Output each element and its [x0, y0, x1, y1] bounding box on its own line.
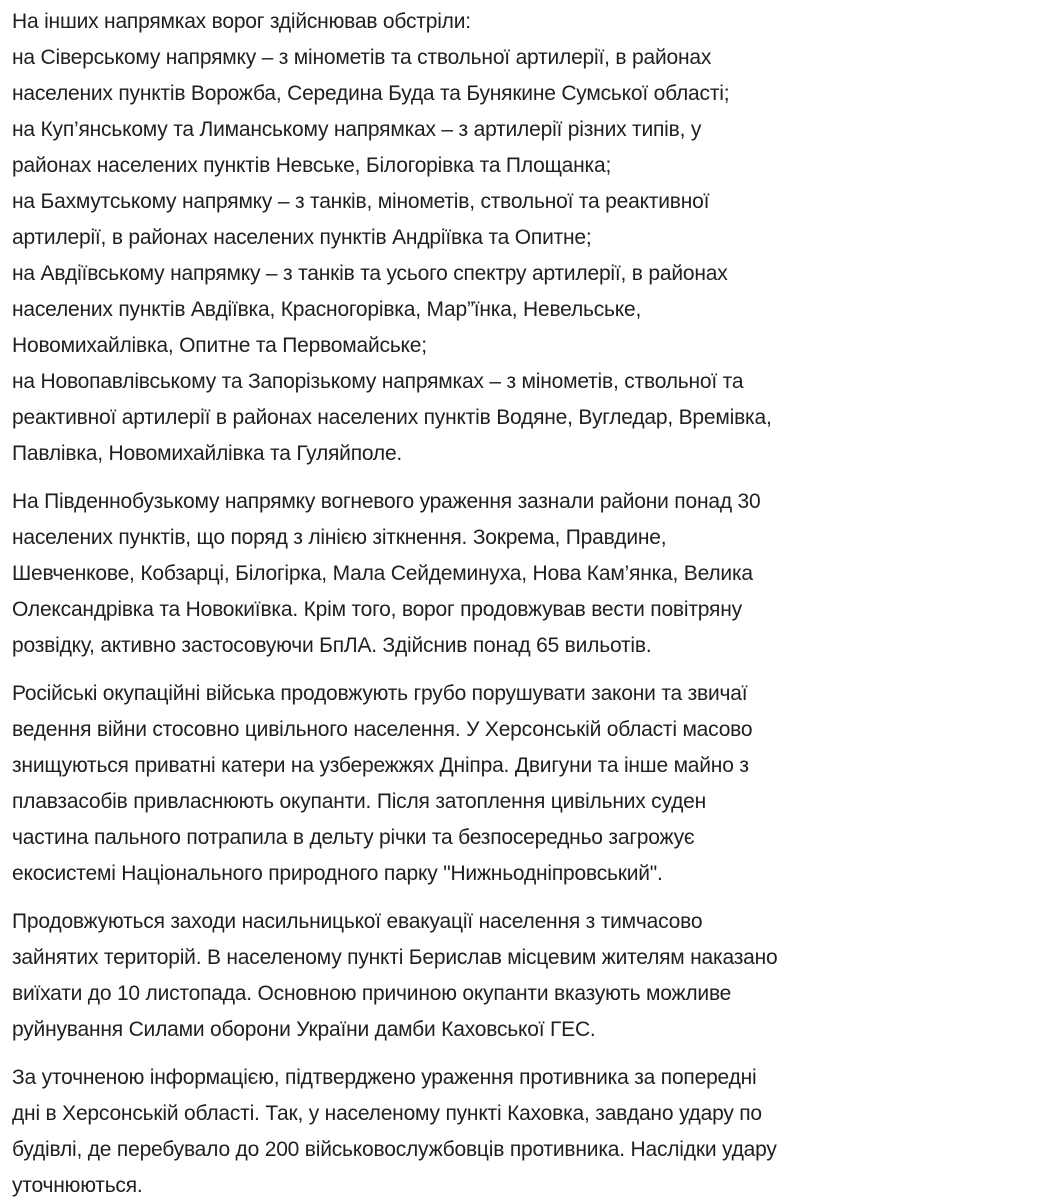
- text-line: населених пунктів, що поряд з лінією зіткнення. Зокрема, Правдине,: [12, 526, 667, 549]
- text-line: населених пунктів Авдіївка, Красногорівка, Мар”їнка, Невельське,: [12, 298, 642, 321]
- text-line: плавзасобів привласнюють окупанти. Після затоплення цивільних суден: [12, 790, 707, 813]
- text-line: населених пунктів Ворожба, Середина Буда та Бунякине Сумської області;: [12, 82, 730, 105]
- text-line: на Куп’янському та Лиманському напрямках – з артилерії різних типів, у: [12, 118, 702, 141]
- text-line: розвідку, активно застосовуючи БпЛА. Здійснив понад 65 вильотів.: [12, 634, 652, 657]
- text-line: Шевченкове, Кобзарці, Білогірка, Мала Сейдеминуха, Нова Кам’янка, Велика: [12, 562, 753, 585]
- text-line: районах населених пунктів Невське, Білогорівка та Площанка;: [12, 154, 612, 177]
- text-line: Павлівка, Новомихайлівка та Гуляйполе.: [12, 442, 403, 465]
- text-line: на Бахмутському напрямку – з танків, мінометів, ствольної та реактивної: [12, 190, 710, 213]
- text-line: частина пального потрапила в дельту річки та безпосередньо загрожує: [12, 826, 695, 849]
- text-line: Олександрівка та Новокиївка. Крім того, ворог продовжував вести повітряну: [12, 598, 742, 621]
- paragraph-confirmed-enemy-losses: [12, 1060, 1027, 1204]
- text-line: будівлі, де перебувало до 200 військовослужбовців противника. Наслідки удару: [12, 1138, 777, 1161]
- text-line: ведення війни стосовно цивільного населення. У Херсонській області масово: [12, 718, 753, 741]
- paragraph-pivdennobuzkyi-direction: [12, 484, 1027, 664]
- text-line: артилерії, в районах населених пунктів Андріївка та Опитне;: [12, 226, 592, 249]
- report-text-block: [12, 4, 1027, 1204]
- text-line: зайнятих територій. В населеному пункті Берислав місцевим жителям наказано: [12, 946, 778, 969]
- text-line: дні в Херсонській області. Так, у населеному пункті Каховка, завдано удару по: [12, 1102, 762, 1125]
- text-line: на Авдіївському напрямку – з танків та усього спектру артилерії, в районах: [12, 262, 728, 285]
- text-line: реактивної артилерії в районах населених пунктів Водяне, Вугледар, Времівка,: [12, 406, 772, 429]
- paragraph-other-directions-shelling: [12, 4, 1027, 472]
- text-line: на Новопавлівському та Запорізькому напрямках – з мінометів, ствольної та: [12, 370, 744, 393]
- text-line: Новомихайлівка, Опитне та Первомайське;: [12, 334, 427, 357]
- text-line: руйнування Силами оборони України дамби Каховської ГЕС.: [12, 1018, 596, 1041]
- text-line: на Сіверському напрямку – з мінометів та ствольної артилерії, в районах: [12, 46, 712, 69]
- text-line: За уточненою інформацією, підтверджено ураження противника за попередні: [12, 1066, 757, 1089]
- text-line: Продовжуються заходи насильницької евакуації населення з тимчасово: [12, 910, 703, 933]
- text-line: На Південнобузькому напрямку вогневого ураження зазнали райони понад 30: [12, 490, 761, 513]
- text-line: виїхати до 10 листопада. Основною причиною окупанти вказують можливе: [12, 982, 732, 1005]
- paragraph-forced-evacuation: [12, 904, 1027, 1048]
- paragraph-civilian-violations: [12, 676, 1027, 892]
- text-line: На інших напрямках ворог здійснював обстріли:: [12, 10, 471, 33]
- text-line: екосистемі Національного природного парку "Нижньодніпровський".: [12, 862, 663, 885]
- text-line-clipped: уточнюються.: [12, 1174, 143, 1197]
- text-line: Російські окупаційні війська продовжують грубо порушувати закони та звичаї: [12, 682, 748, 705]
- text-line: знищуються приватні катери на узбережжях Дніпра. Двигуни та інше майно з: [12, 754, 749, 777]
